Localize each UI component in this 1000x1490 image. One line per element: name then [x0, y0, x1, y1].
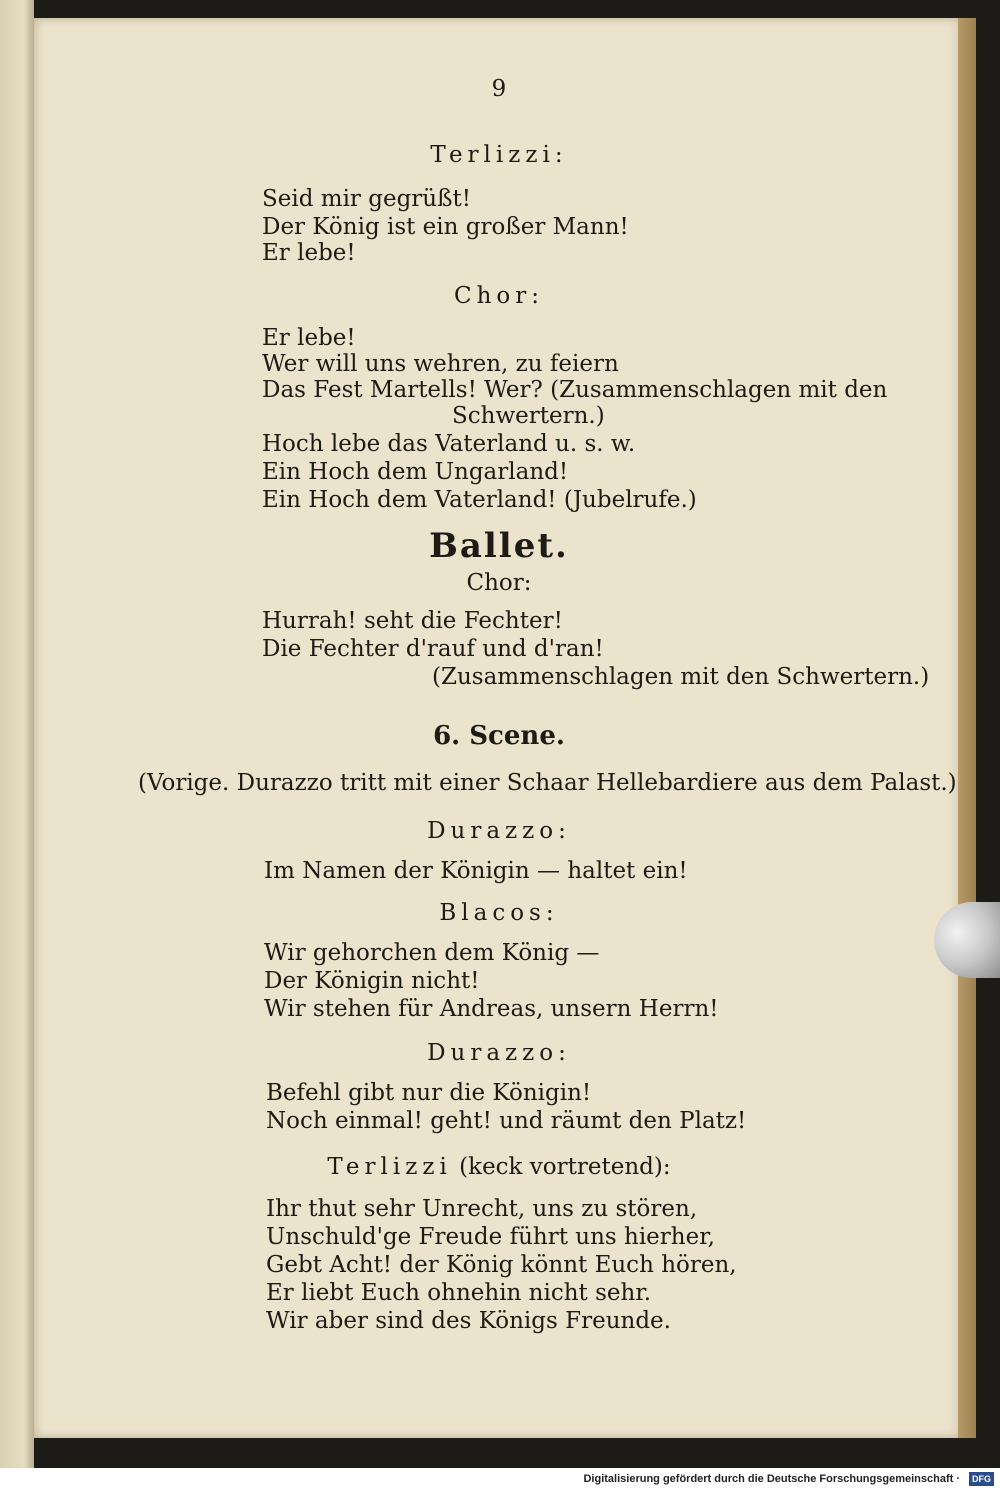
dfg-logo-icon: DFG: [969, 1472, 994, 1486]
speaker-direction: (keck vortretend):: [459, 1154, 671, 1180]
verse-line: Wir stehen für Andreas, unsern Herrn!: [264, 996, 719, 1022]
footer-credit: Digitalisierung gefördert durch die Deutsche Forschungsgemeinschaft ·: [583, 1473, 960, 1485]
verse-line: Er lebe!: [262, 325, 356, 351]
previous-page-edge: [0, 0, 34, 1468]
verse-line: Gebt Acht! der König könnt Euch hören,: [266, 1252, 737, 1278]
page-number: 9: [491, 76, 507, 102]
verse-line: Schwertern.): [452, 403, 605, 429]
verse-line: Ein Hoch dem Vaterland! (Jubelrufe.): [262, 487, 697, 513]
speaker-chor: Chor:: [453, 283, 544, 309]
speaker-blacos: Blacos:: [439, 900, 559, 926]
stage-direction: (Zusammenschlagen mit den Schwertern.): [432, 664, 930, 690]
verse-line: Hurrah! seht die Fechter!: [262, 608, 563, 634]
speaker-durazzo: Durazzo:: [427, 1040, 571, 1066]
speaker-terlizzi: Terlizzi:: [430, 142, 568, 168]
page-clip: [934, 902, 1000, 978]
speaker-chor: Chor:: [466, 570, 532, 596]
footer-bar: [0, 1468, 1000, 1490]
verse-line: Der König ist ein großer Mann!: [262, 214, 629, 240]
verse-line: Befehl gibt nur die Königin!: [266, 1080, 592, 1106]
verse-line: Wer will uns wehren, zu feiern: [262, 351, 619, 377]
verse-line: Unschuld'ge Freude führt uns hierher,: [266, 1224, 715, 1250]
scene-heading: 6. Scene.: [433, 721, 565, 751]
verse-line: Das Fest Martells! Wer? (Zusammenschlagen mit den: [262, 377, 888, 403]
speaker-terlizzi: Terlizzi: [327, 1154, 452, 1180]
speaker-durazzo: Durazzo:: [427, 818, 571, 844]
verse-line: Der Königin nicht!: [264, 968, 480, 994]
speaker-terlizzi-line: [34, 1154, 964, 1180]
page-block-edge: [958, 18, 976, 1438]
verse-line: Seid mir gegrüßt!: [262, 186, 471, 212]
verse-line: Er lebe!: [262, 240, 356, 266]
book-page: [34, 18, 964, 1438]
verse-line: Er liebt Euch ohnehin nicht sehr.: [266, 1280, 652, 1306]
verse-line: Ihr thut sehr Unrecht, uns zu stören,: [266, 1196, 698, 1222]
verse-line: Hoch lebe das Vaterland u. s. w.: [262, 431, 636, 457]
verse-line: Wir gehorchen dem König —: [264, 940, 600, 966]
verse-line: Ein Hoch dem Ungarland!: [262, 459, 569, 485]
section-heading-ballet: Ballet.: [429, 526, 569, 566]
verse-line: Wir aber sind des Königs Freunde.: [266, 1308, 671, 1334]
verse-line: Im Namen der Königin — haltet ein!: [264, 858, 688, 884]
verse-line: Noch einmal! geht! und räumt den Platz!: [266, 1108, 747, 1134]
stage-direction: (Vorige. Durazzo tritt mit einer Schaar Hellebardiere aus dem Palast.): [138, 770, 957, 796]
verse-line: Die Fechter d'rauf und d'ran!: [262, 636, 604, 662]
